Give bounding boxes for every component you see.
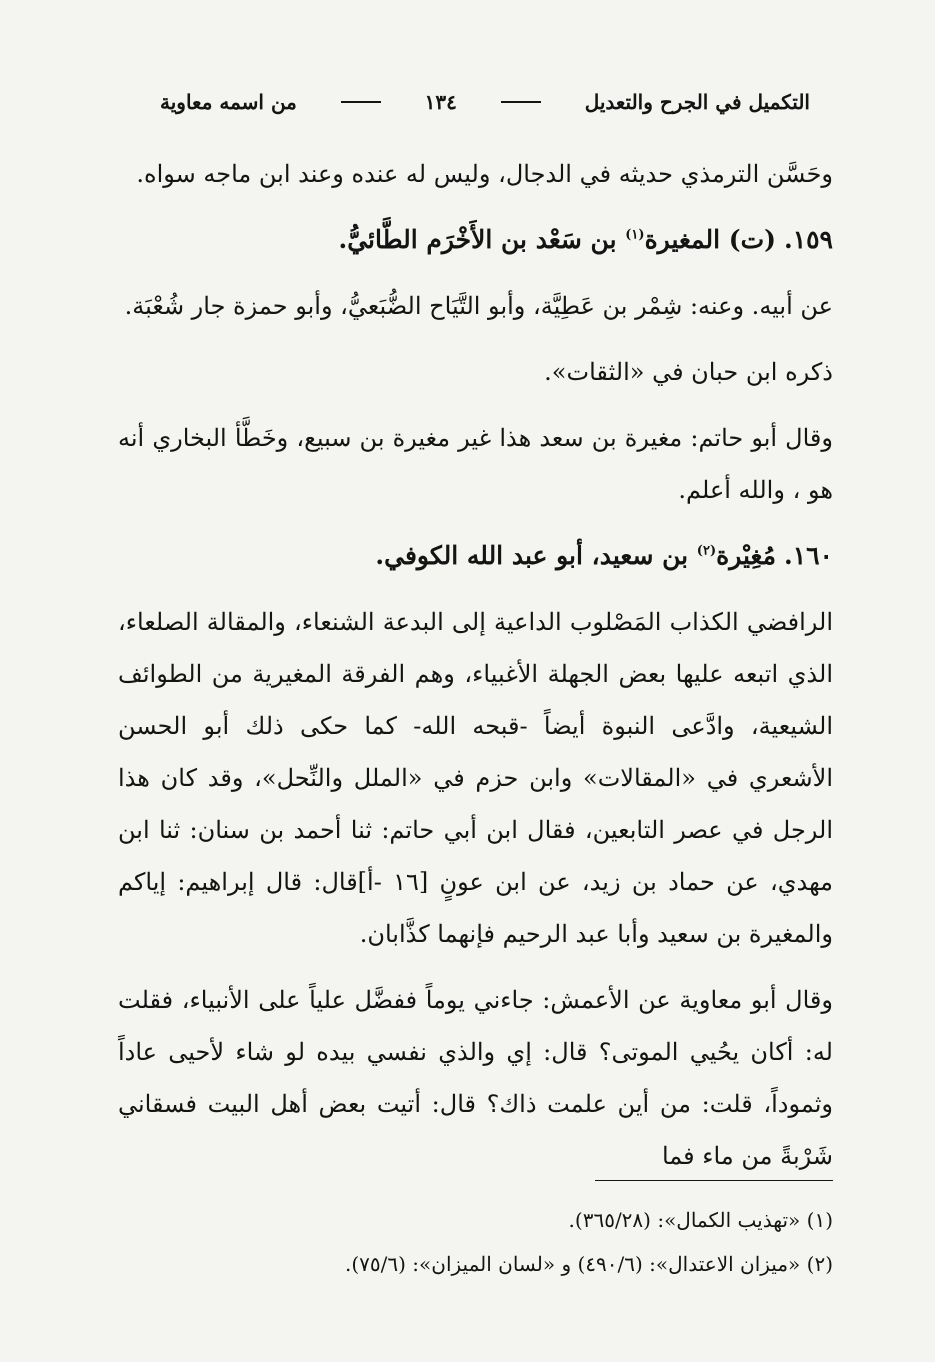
paragraph: ذكره ابن حبان في «الثقات». — [544, 358, 833, 386]
running-header — [160, 82, 810, 122]
header-page-number: ١٣٤ — [424, 90, 457, 114]
paragraph: وقال أبو معاوية عن الأعمش: جاءني يوماً ففضَّل علياً على الأنبياء، فقلت له: أكان يحُيي الموتى؟ قال: إي والذي نفسي بيده لو شاء لأحيى عاداً وثموداً، قلت: من أين علمت ذاك؟ قال: أتيت بعض أهل البيت فسقاني شَرْبةً من ماء فما — [118, 986, 833, 1170]
entry-name-rest: بن سعيد، أبو عبد الله الكوفي. — [375, 541, 689, 570]
entry-number: ١٥٩. — [783, 225, 833, 254]
entry-name: (ت) المغيرة — [644, 225, 776, 254]
paragraph: الرافضي الكذاب المَصْلوب الداعية إلى البدعة الشنعاء، والمقالة الصلعاء، الذي اتبعه عليها بعض الجهلة الأغبياء، وهم الفرقة المغيرية من الطوائف الشيعية، وادَّعى النبوة أيضاً -قبحه الله- كما حكى ذلك أبو الحسن الأشعري في «المقالات» وابن حزم في «الملل والنِّحل»، وقد كان هذا الرجل في عصر التابعين، فقال ابن أبي حاتم: ثنا أحمد بن سنان: ثنا ابن مهدي، عن حماد بن زيد، عن ابن عونٍ [١٦ -أ]قال: قال إبراهيم: إياكم والمغيرة بن سعيد وأبا عبد الرحيم فإنهما كذَّابان. — [118, 608, 833, 948]
paragraph: عن أبيه. وعنه: شِمْر بن عَطِيَّة، وأبو التَّيَاح الضُّبَعيُّ، وأبو حمزة جار شُعْبَة. — [124, 292, 833, 320]
footnote: (٢) «ميزان الاعتدال»: (٤٩٠/٦) و «لسان الميزان»: (٧٥/٦). — [344, 1252, 833, 1276]
footnote-ref[interactable]: (٢) — [696, 543, 717, 559]
paragraph: وحَسَّن الترمذي حديثه في الدجال، وليس له عنده وعند ابن ماجه سواه. — [136, 160, 833, 188]
footnotes — [118, 1198, 833, 1286]
main-text — [118, 148, 833, 1182]
entry-name: مُغِيْرة — [716, 541, 776, 570]
footnote: (١) «تهذيب الكمال»: (٣٦٥/٢٨). — [568, 1208, 833, 1232]
entry-number: ١٦٠. — [783, 541, 833, 570]
entry-heading-160 — [118, 530, 833, 582]
entry-name-rest: بن سَعْد بن الأَخْرَم الطَّائيُّ. — [338, 225, 617, 254]
footnote-divider — [595, 1180, 833, 1181]
header-section-title: من اسمه معاوية — [160, 90, 297, 114]
header-dash — [501, 101, 541, 103]
header-dash — [341, 101, 381, 103]
entry-heading-159 — [118, 214, 833, 266]
paragraph: وقال أبو حاتم: مغيرة بن سعد هذا غير مغيرة بن سبيع، وخَطَّأ البخاري أنه هو ، والله أعلم. — [118, 424, 833, 504]
footnote-ref[interactable]: (١) — [625, 227, 645, 243]
header-book-title: التكميل في الجرح والتعديل — [584, 90, 810, 114]
